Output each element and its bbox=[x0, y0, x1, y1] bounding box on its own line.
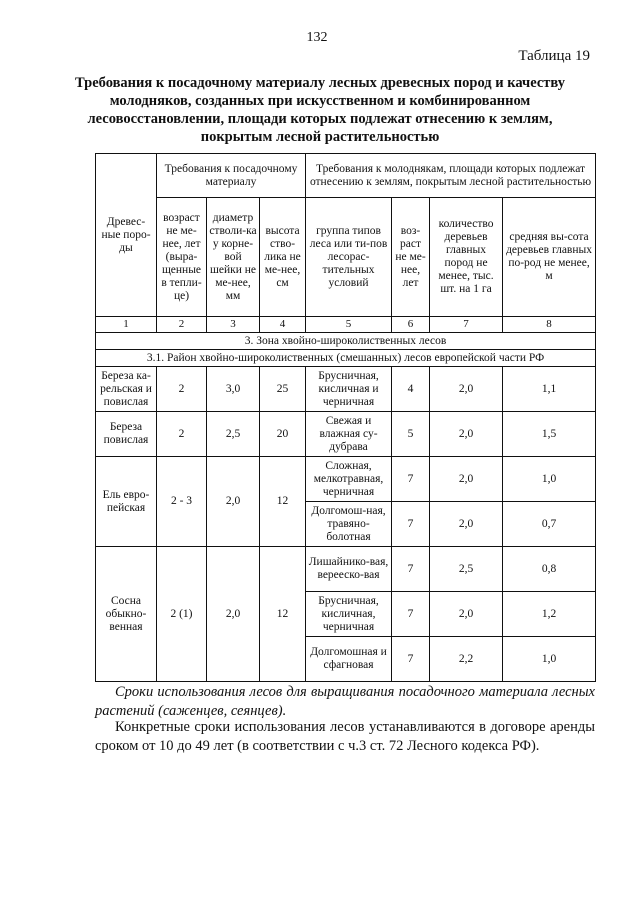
avg-height-cell: 1,0 bbox=[503, 637, 596, 682]
header-young-age: воз-раст не ме-нее, лет bbox=[392, 198, 430, 317]
tree-count-cell: 2,2 bbox=[430, 637, 503, 682]
header-diameter: диаметр стволи-ка у корне-вой шейки не ме-нее, мм bbox=[207, 198, 260, 317]
forest-type-cell: Долгомош-ная, травяно-болотная bbox=[306, 502, 392, 547]
avg-height-cell: 1,0 bbox=[503, 457, 596, 502]
age-cell: 2 - 3 bbox=[157, 457, 207, 547]
usage-period-paragraph: Конкретные сроки использования лесов устанавливаются в договоре аренды сроком от 10 до 49 лет (в соответствии с ч.3 ст. 72 Лесного кодекса РФ). bbox=[95, 719, 595, 754]
table-row bbox=[96, 367, 596, 412]
tree-count-cell: 2,0 bbox=[430, 457, 503, 502]
diameter-cell: 2,0 bbox=[207, 457, 260, 547]
age-cell: 2 bbox=[157, 367, 207, 412]
diameter-cell: 3,0 bbox=[207, 367, 260, 412]
header-forest-type: группа типов леса или ти-пов лесорас-тительных условий bbox=[306, 198, 392, 317]
young-age-cell: 7 bbox=[392, 457, 430, 502]
avg-height-cell: 1,5 bbox=[503, 412, 596, 457]
column-number: 8 bbox=[503, 317, 596, 333]
tree-count-cell: 2,0 bbox=[430, 502, 503, 547]
avg-height-cell: 1,1 bbox=[503, 367, 596, 412]
age-cell: 2 (1) bbox=[157, 547, 207, 682]
forest-type-cell: Сложная, мелкотравная, черничная bbox=[306, 457, 392, 502]
table-row bbox=[96, 547, 596, 592]
column-number: 2 bbox=[157, 317, 207, 333]
height-cell: 20 bbox=[260, 412, 306, 457]
species-cell: Береза ка-рельская и повислая bbox=[96, 367, 157, 412]
height-cell: 25 bbox=[260, 367, 306, 412]
avg-height-cell: 0,8 bbox=[503, 547, 596, 592]
region-heading: 3.1. Район хвойно-широколиственных (смешанных) лесов европейской части РФ bbox=[96, 350, 596, 367]
forest-type-cell: Долгомошная и сфагновая bbox=[306, 637, 392, 682]
column-number: 5 bbox=[306, 317, 392, 333]
column-number: 3 bbox=[207, 317, 260, 333]
height-cell: 12 bbox=[260, 457, 306, 547]
column-number: 7 bbox=[430, 317, 503, 333]
forest-type-cell: Брусничная, кисличная, черничная bbox=[306, 592, 392, 637]
requirements-table bbox=[95, 153, 596, 682]
age-cell: 2 bbox=[157, 412, 207, 457]
page-number: 132 bbox=[306, 30, 328, 45]
tree-count-cell: 2,0 bbox=[430, 367, 503, 412]
header-age: возраст не ме-нее, лет (выра-щенные в тепли-це) bbox=[157, 198, 207, 317]
forest-type-cell: Брусничная, кисличная и черничная bbox=[306, 367, 392, 412]
tree-count-cell: 2,0 bbox=[430, 412, 503, 457]
header-species: Древес-ные поро-ды bbox=[96, 154, 157, 317]
header-young-stands: Требования к молоднякам, площади которых подлежат отнесению к землям, покрытым лесной растительностью bbox=[306, 154, 596, 198]
forest-type-cell: Свежая и влажная су-дубрава bbox=[306, 412, 392, 457]
diameter-cell: 2,5 bbox=[207, 412, 260, 457]
zone-heading: 3. Зона хвойно-широколиственных лесов bbox=[96, 333, 596, 350]
height-cell: 12 bbox=[260, 547, 306, 682]
young-age-cell: 5 bbox=[392, 412, 430, 457]
table-title: Требования к посадочному материалу лесных древесных пород и качеству молодняков, созданных при искусственном и комбинированном лесовосстановлении, площади которых подлежат отнесению к землям, покрытым лесной растительностью bbox=[75, 75, 565, 145]
table-row bbox=[96, 412, 596, 457]
young-age-cell: 7 bbox=[392, 502, 430, 547]
header-height: высота ство-лика не ме-нее, см bbox=[260, 198, 306, 317]
column-number: 4 bbox=[260, 317, 306, 333]
header-tree-count: количество деревьев главных пород не менее, тыс. шт. на 1 га bbox=[430, 198, 503, 317]
young-age-cell: 7 bbox=[392, 547, 430, 592]
species-cell: Сосна обыкно-венная bbox=[96, 547, 157, 682]
avg-height-cell: 0,7 bbox=[503, 502, 596, 547]
table-label: Таблица 19 bbox=[518, 48, 590, 64]
tree-count-cell: 2,5 bbox=[430, 547, 503, 592]
header-planting-material: Требования к посадочному материалу bbox=[157, 154, 306, 198]
species-cell: Ель евро-пейская bbox=[96, 457, 157, 547]
tree-count-cell: 2,0 bbox=[430, 592, 503, 637]
diameter-cell: 2,0 bbox=[207, 547, 260, 682]
young-age-cell: 4 bbox=[392, 367, 430, 412]
young-age-cell: 7 bbox=[392, 637, 430, 682]
table-row bbox=[96, 457, 596, 502]
usage-period-heading: Сроки использования лесов для выращивания посадочного материала лесных растений (саженцев, сеянцев). bbox=[95, 684, 595, 719]
header-avg-height: средняя вы-сота деревьев главных по-род не менее, м bbox=[503, 198, 596, 317]
column-number: 1 bbox=[96, 317, 157, 333]
species-cell: Береза повислая bbox=[96, 412, 157, 457]
forest-type-cell: Лишайнико-вая, верееско-вая bbox=[306, 547, 392, 592]
column-number: 6 bbox=[392, 317, 430, 333]
avg-height-cell: 1,2 bbox=[503, 592, 596, 637]
young-age-cell: 7 bbox=[392, 592, 430, 637]
